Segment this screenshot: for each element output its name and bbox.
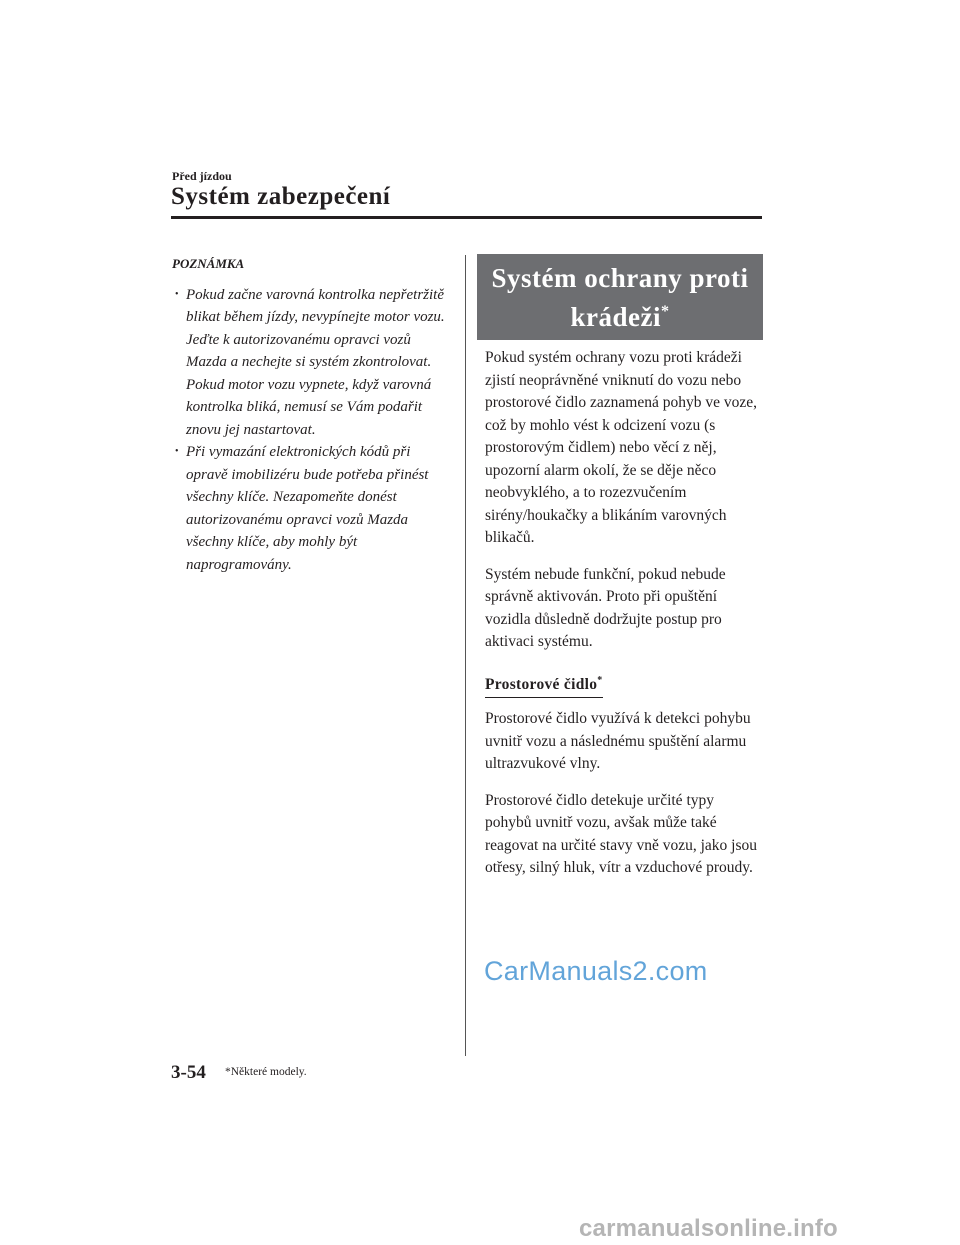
page-number: 3-54: [171, 1062, 206, 1083]
paragraph: Systém nebude funkční, pokud nebude správně aktivován. Proto při opuštění vozidla důsledně dodržujte postup pro aktivaci systému.: [485, 565, 726, 650]
site-watermark: carmanualsonline.info: [579, 1215, 838, 1242]
note-list: [172, 284, 454, 577]
bullet-icon: •: [175, 288, 179, 300]
section-title: Systém ochrany proti krádeži*: [491, 262, 749, 332]
paragraph: Prostorové čidlo detekuje určité typy pohybů uvnitř vozu, avšak může také reagovat na určité stavy vně vozu, jako jsou otřesy, silný hluk, vítr a vzduchové proudy.: [485, 791, 758, 877]
breadcrumb: Před jízdou: [172, 169, 232, 183]
column-divider: [465, 255, 466, 1056]
note-block: [172, 253, 454, 576]
paragraph: Pokud systém ochrany vozu proti krádeži zjistí neoprávněné vniknutí do vozu nebo prostorové čidlo zaznamená pohyb ve voze, což by mohlo vést k odcizení vozu (s prostorovým čidlem) nebo věcí z něj, upozorní alarm okolí, že se děje něco neobvyklého, a to rozezvučením sirény/houkačky a blikáním varovných blikačů.: [485, 349, 758, 546]
note-item-text: Při vymazání elektronických kódů při opravě imobilizéru bude potřeba přinést všechny klíče. Nezapomeňte donést autorizovanému opravci vozů Mazda všechny klíče, aby mohly být naprogramovány.: [186, 444, 429, 573]
paragraph: Prostorové čidlo využívá k detekci pohybu uvnitř vozu a následnému spuštění alarmu ultrazvukové vlny.: [485, 710, 751, 773]
bullet-icon: •: [175, 446, 179, 457]
note-item-text: Pokud začne varovná kontrolka nepřetržitě blikat během jízdy, nevypínejte motor vozu. Jeďte k autorizovanému opravci vozů Mazda a nechejte si systém zkontrolovat. Pokud motor vozu vypnete, když varovná kontrolka bliká, nemusí se Vám podařit znovu jej nastartovat.: [186, 286, 445, 438]
note-title: POZNÁMKA: [172, 256, 245, 271]
footnote: *Některé modely.: [225, 1066, 307, 1078]
title-rule: [171, 216, 762, 219]
subheading: Prostorové čidlo*: [485, 670, 603, 699]
note-item: [172, 284, 454, 442]
section-header: [477, 254, 763, 340]
note-item: [172, 441, 454, 576]
page-title: Systém zabezpečení: [171, 183, 391, 210]
footnote-marker: *: [661, 302, 670, 320]
watermark-logo: CarManuals2.com: [484, 956, 708, 986]
footnote-marker: *: [597, 674, 603, 686]
section-body: [485, 347, 763, 894]
